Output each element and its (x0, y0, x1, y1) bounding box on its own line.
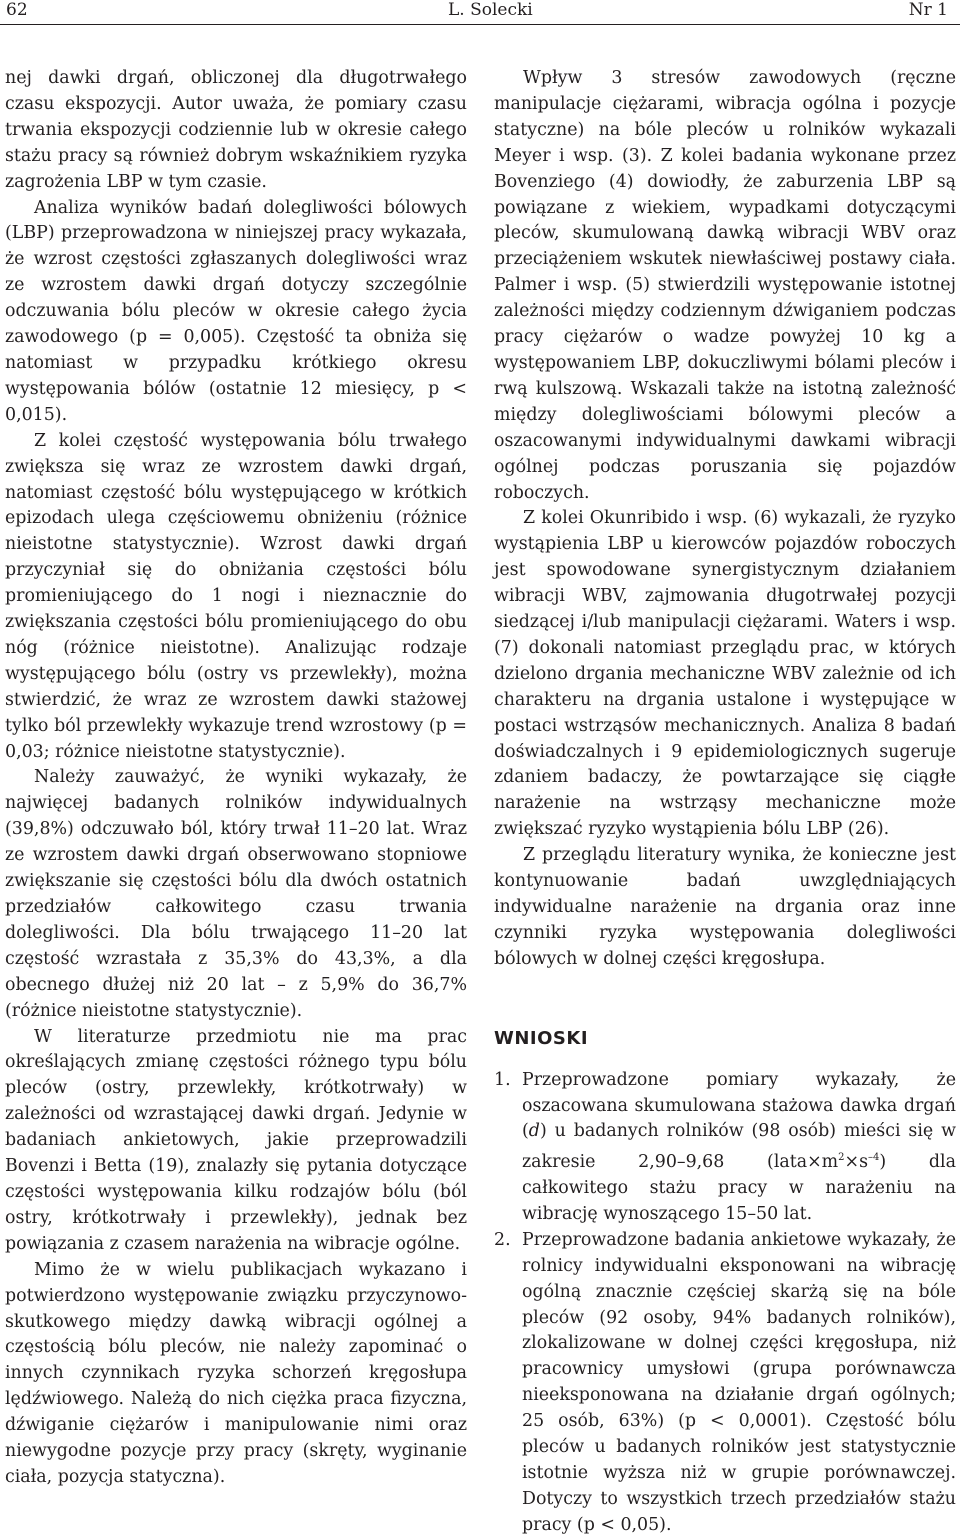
paragraph: Z kolei Okunribido i wsp. (6) wykazali, że ryzyko wystąpienia LBP u kierowców pojazdów roboczych jest spowodowane synergistycznym działaniem wibracji WBV, zajmowania długotrwałej pozycji siedzącej i/lub manipulacji ciężarami. Waters i wsp. (7) dokonali natomiast przeglądu prac, w których dzielono drgania mechaniczne WBV zależnie od ich charakteru na drgania ustalone i występujące w postaci wstrząsów mechanicznych. Analiza 8 badań doświadczalnych i 9 epidemiologicznych sugeruje zdaniem badaczy, że powtarzające się ciągłe narażenie na wstrząsy mechaniczne może zwiększać ryzyko wystąpienia bólu LBP (26). (494, 508, 956, 840)
running-title: L. Solecki (448, 0, 533, 20)
paragraph: Z przeglądu literatury wynika, że konieczne jest kontynuowanie badań uwzględniających indywidualne narażenie na drgania oraz inne czynniki ryzyka występowania dolegliwości bólowych w dolnej części kręgosłupa. (494, 845, 956, 969)
paragraph: W literaturze przedmiotu nie ma prac określających zmianę częstości różnego typu bólu pleców (ostry, przewlekły, krótkotrwały) w zależności od wzrastającej dawki drgań. Jedynie w badaniach ankietowych, jakie przeprowadzili Bovenzi i Betta (19), znalazły się pytania dotyczące częstości występowania kilku rodzajów bólu (ból ostry, krótkotrwały i przewlekły), jednak bez powiązania z czasem narażenia na wibracje ogólne. (5, 1026, 467, 1254)
conclusion-item: 2. Przeprowadzone badania ankietowe wykazały, że rolnicy indywidualni eksponowani na wibrację ogólną znacznie częściej skarżą się na bóle pleców (92 osoby, 94% badanych rolników), zlokalizowane w dolnej części kręgosłupa, niż pracownicy umysłowi (grupa porównawcza nieeksponowana na działanie drgań ogólnych; 25 osób, 63%) (p < 0,0001). Częstość bólu pleców u badanych rolników jest statystycznie istotnie wyższa niż w grupie porównawczej. Dotyczy to wszystkich trzech przedziałów stażu pracy (p < 0,05). (494, 1229, 956, 1535)
page-header (0, 0, 960, 26)
page-number: 62 (6, 0, 28, 20)
conclusions-list (494, 1068, 956, 1539)
right-column (494, 66, 956, 1539)
paragraph: Należy zauważyć, że wyniki wykazały, że najwięcej badanych rolników indywidualnych (39,8%) odczuwało ból, który trwał 11–20 lat. Wraz ze wzrostem dawki drgań obserwowano stopniowe zwiększanie się częstości bólu dla dwóch ostatnich przedziałów całkowitego czasu trwania dolegliwości. Dla bólu trwającego 11–20 lat częstość wzrastała z 35,3% do 43,3%, a dla obecnego dłużej niż 20 lat – z 5,9% do 36,7% (różnice nieistotne statystycznie). (5, 767, 467, 1021)
paragraph: nej dawki drgań, obliczonej dla długotrwałego czasu ekspozycji. Autor uważa, że pomiary czasu trwania ekspozycji codziennie lub w okresie całego stażu pracy są również dobrym wskaźnikiem ryzyka zagrożenia LBP w tym czasie. (5, 68, 467, 192)
section-heading-conclusions: WNIOSKI (494, 1027, 589, 1049)
list-number: 1. (494, 1069, 511, 1090)
left-column (5, 66, 467, 1491)
dose-symbol: d (528, 1121, 540, 1142)
issue-number: Nr 1 (908, 0, 948, 20)
paragraph: Z kolei częstość występowania bólu trwałego zwiększa się wraz ze wzrostem dawki drgań, natomiast częstość bólu występującego w krótkich epizodach ulega częściowemu obniżeniu (różnice nieistotne statystycznie). Wzrost dawki drgań przyczyniał się do obniżania częstości bólu promieniującego do 1 nogi i nieznacznie do zwiększania częstości bólu promieniującego do obu nóg (różnice nieistotne). Analizując rodzaje występującego bólu (ostry vs przewlekły), można stwierdzić, że wraz ze wzrostem dawki stażowej tylko ból przewlekły wykazuje trend wzrostowy (p = 0,03; różnice nieistotne statystycznie). (5, 430, 467, 762)
header-rule (0, 24, 960, 25)
conclusion-item: 1. Przeprowadzone pomiary wykazały, że oszacowana skumulowana stażowa dawka drgań (d) u badanych rolników (98 osób) mieści się w zakresie 2,90–9,68 $(lata\times m^2\times s^{-4})$ dla całkowitego stażu pracy w narażeniu na wibrację wynoszącego 15–50 lat. (494, 1069, 956, 1224)
paragraph: Mimo że w wielu publikacjach wykazano i potwierdzono występowanie związku przyczynowo-skutkowego między dawką wibracji ogólnej a częstością bólu pleców, nie należy zapominać o innych czynnikach ryzyka schorzeń kręgosłupa lędźwiowego. Należą do nich ciężka praca fizyczna, dźwiganie ciężarów i manipulowanie nimi oraz niewygodne pozycje przy pracy (skręty, wyginanie ciała, pozycja statyczna). (5, 1259, 467, 1487)
paragraph: Wpływ 3 stresów zawodowych (ręczne manipulacje ciężarami, wibracja ogólna i pozycje statyczne) na bóle pleców u rolników wykazali Meyer i wsp. (3). Z kolei badania wykonane przez Bovenziego (4) dowiodły, że zaburzenia LBP są powiązane z wiekiem, wypadkami dotyczącymi pleców, skumulowaną dawką wibracji WBV oraz przeciążeniem wskutek niewłaściwej postawy ciała. Palmer i wsp. (5) stwierdzili występowanie istotnej zależności między codziennym dźwiganiem podczas pracy ciężarów o wadze powyżej 10 kg a występowaniem LBP, dokuczliwymi bólami pleców i rwą kulszową. Wskazali także na istotną zależność między dolegliwościami bólowymi pleców a oszacowanymi indywidualnymi dawkami wibracji ogólnej podczas poruszania się pojazdów roboczych. (494, 68, 956, 503)
paragraph: Analiza wyników badań dolegliwości bólowych (LBP) przeprowadzona w niniejszej pracy wykazała, że wzrost częstości zgłaszanych dolegliwości wraz ze wzrostem dawki drgań dotyczy szczególnie odczuwania bólu pleców w okresie całego życia zawodowego (p = 0,005). Częstość ta obniża się natomiast w przypadku krótkiego okresu występowania bólów (ostatnie 12 miesięcy, p < 0,015). (5, 197, 467, 425)
list-number: 2. (494, 1229, 511, 1250)
